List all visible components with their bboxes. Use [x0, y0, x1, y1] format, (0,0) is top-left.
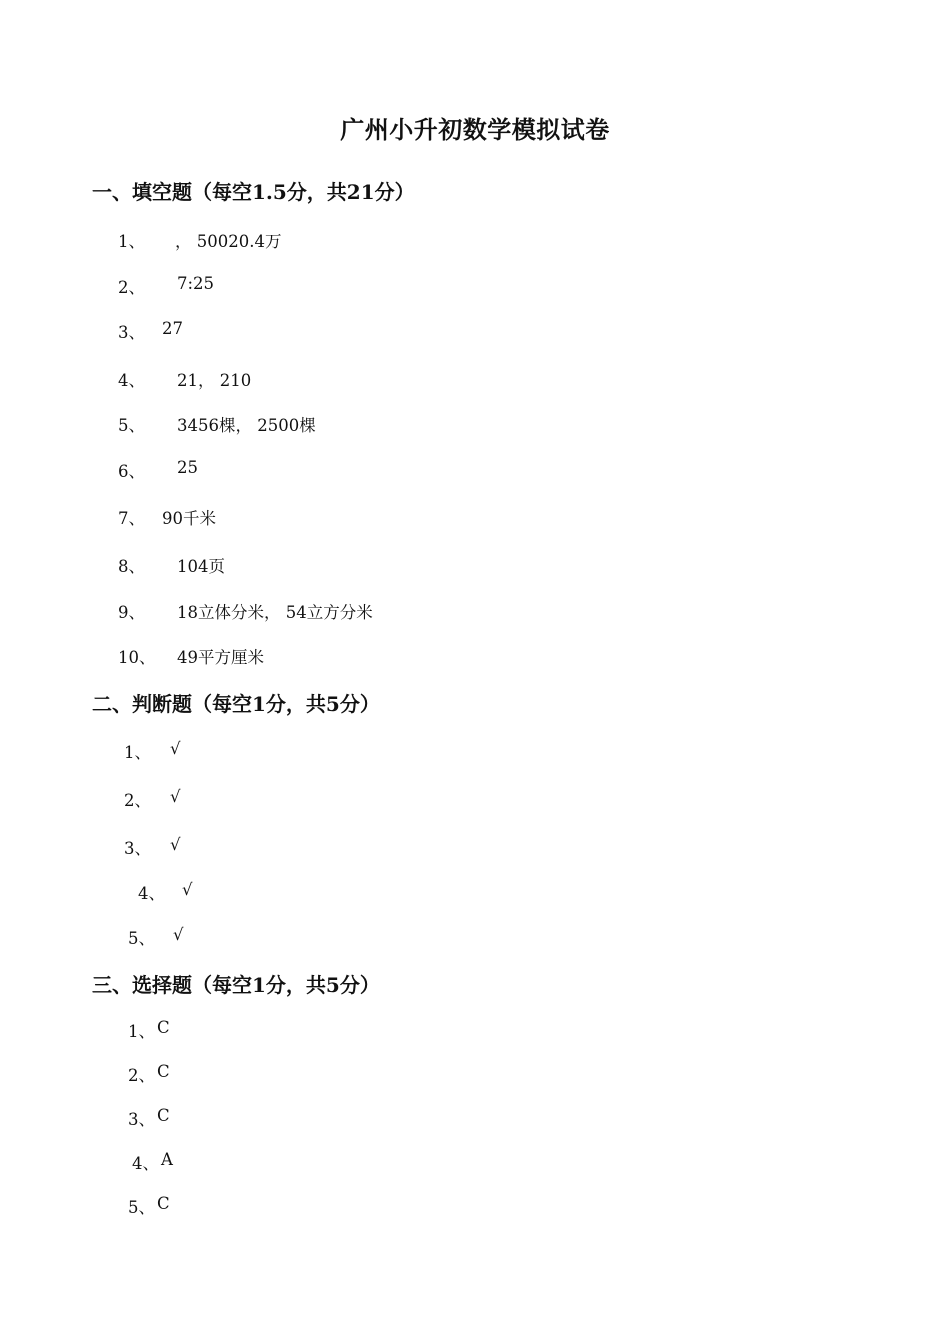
check-mark: √ — [170, 739, 181, 758]
answer-text: 7:25 — [177, 274, 215, 293]
answer-number: 3、 — [118, 323, 145, 342]
section-heading-fill: 一、填空题（每空1.5分，共21分） — [92, 180, 415, 204]
answer-text: C — [157, 1018, 170, 1037]
answer-text: C — [157, 1106, 170, 1125]
answer-text: C — [157, 1062, 170, 1081]
answer-number: 8、 — [118, 557, 145, 576]
answer-text: 104页 — [177, 557, 225, 576]
page-title: 广州小升初数学模拟试卷 — [340, 115, 610, 144]
answer-number: 6、 — [118, 462, 145, 481]
answer-text: C — [157, 1194, 170, 1213]
answer-text: 90千米 — [162, 509, 216, 528]
answer-number: 3、 — [124, 839, 151, 858]
section-heading-judge: 二、判断题（每空1分，共5分） — [92, 692, 380, 716]
answer-number: 1、 — [118, 232, 145, 251]
answer-number: 7、 — [118, 509, 145, 528]
answer-number: 5、 — [128, 1198, 155, 1217]
check-mark: √ — [173, 925, 184, 944]
answer-text: A — [161, 1150, 173, 1169]
answer-number: 10、 — [118, 648, 156, 667]
answer-number: 5、 — [128, 929, 155, 948]
answer-text: 49平方厘米 — [177, 648, 264, 667]
answer-number: 1、 — [128, 1022, 155, 1041]
check-mark: √ — [170, 787, 181, 806]
answer-number: 5、 — [118, 416, 145, 435]
section-heading-choice: 三、选择题（每空1分，共5分） — [92, 973, 380, 997]
answer-text: 25 — [177, 458, 198, 477]
answer-text: 27 — [162, 319, 183, 338]
check-mark: √ — [170, 835, 181, 854]
answer-number: 9、 — [118, 603, 145, 622]
answer-number: 4、 — [132, 1154, 159, 1173]
answer-text: 3456棵， 2500棵 — [177, 416, 316, 435]
answer-text: 18立体分米， 54立方分米 — [177, 603, 373, 622]
answer-number: 4、 — [118, 371, 145, 390]
answer-number: 2、 — [118, 278, 145, 297]
answer-text: 21， 210 — [177, 371, 252, 390]
answer-text: ， 50020.4万 — [175, 232, 282, 251]
answer-number: 4、 — [138, 884, 165, 903]
answer-number: 1、 — [124, 743, 151, 762]
answer-number: 2、 — [124, 791, 151, 810]
check-mark: √ — [182, 880, 193, 899]
answer-number: 2、 — [128, 1066, 155, 1085]
answer-number: 3、 — [128, 1110, 155, 1129]
